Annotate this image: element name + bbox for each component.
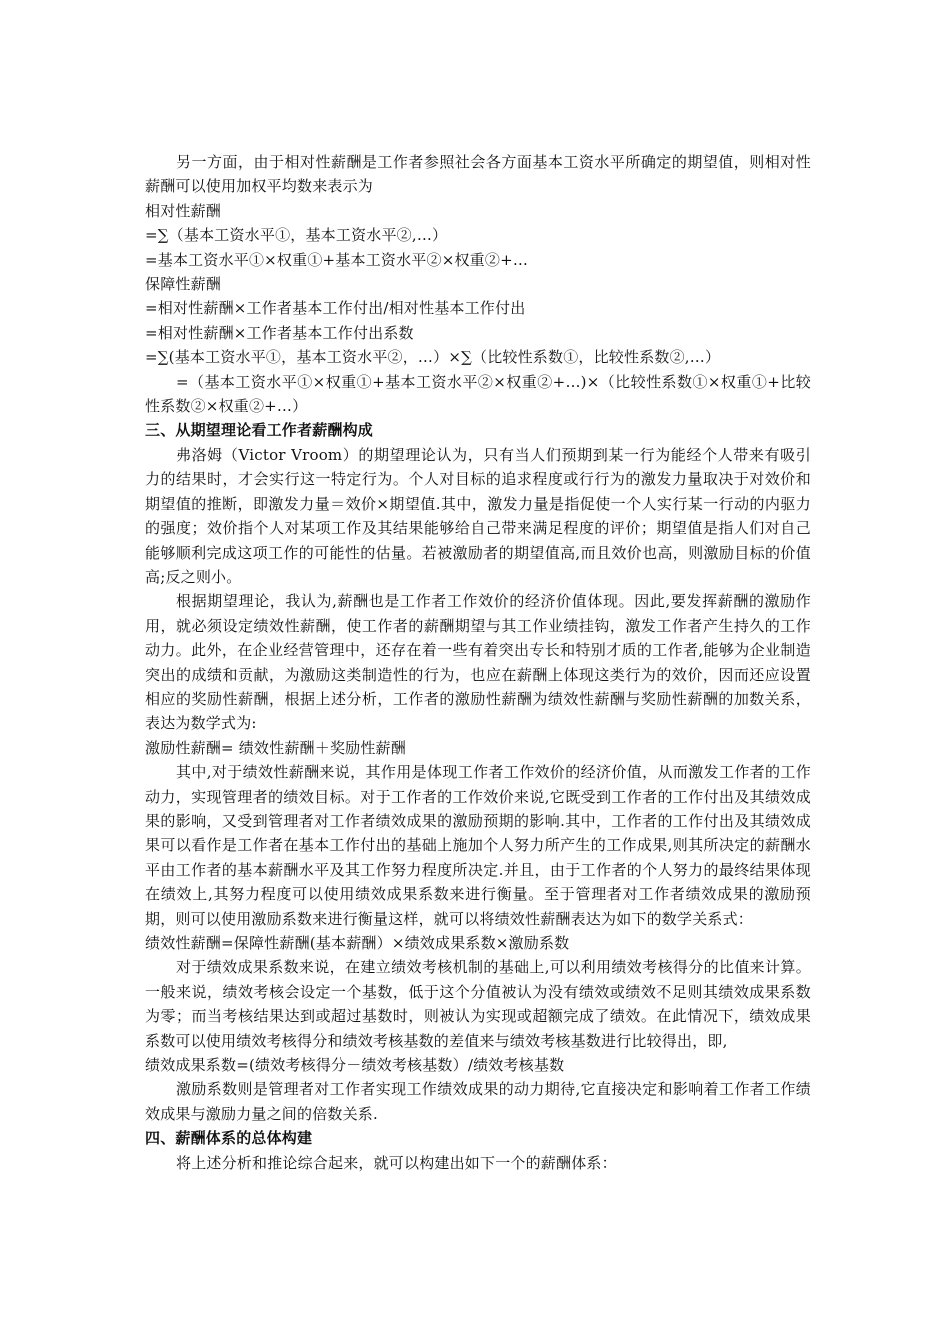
paragraph-relative-salary-intro: 另一方面，由于相对性薪酬是工作者参照社会各方面基本工资水平所确定的期望值，则相对性薪酬可以使用加权平均数来表示为 bbox=[145, 153, 811, 196]
formula-paragraph: =（基本工资水平①×权重①+基本工资水平②×权重②+…)×（比较性系数①×权重①+比较性系数②×权重②+…） bbox=[145, 372, 811, 416]
section-heading-4: 四、薪酬体系的总体构建 bbox=[145, 1129, 313, 1148]
formula-line: 相对性薪酬 bbox=[145, 201, 222, 220]
formula-line: 激励性薪酬= 绩效性薪酬＋奖励性薪酬 bbox=[145, 738, 406, 757]
formula-line: 绩效成果系数=(绩效考核得分－绩效考核基数）/绩效考核基数 bbox=[145, 1056, 565, 1075]
formula-line: =∑(基本工资水平①，基本工资水平②，…）×∑（比较性系数①，比较性系数②,…） bbox=[145, 348, 721, 367]
formula-line: =基本工资水平①×权重①+基本工资水平②×权重②+… bbox=[145, 250, 529, 269]
formula-line: 保障性薪酬 bbox=[145, 275, 222, 294]
formula-line: =相对性薪酬×工作者基本工作付出/相对性基本工作付出 bbox=[145, 299, 526, 318]
paragraph-expectancy-application: 根据期望理论，我认为,薪酬也是工作者工作效价的经济价值体现。因此,要发挥薪酬的激励作用，就必须设定绩效性薪酬，使工作者的薪酬期望与其工作业绩挂钩，激发工作者产生持久的工作动力。此外，在企业经营管理中，还存在着一些有着突出专长和特别才质的工作者,能够为企业制造突出的成绩和贡献，为激励这类制造性的行为，也应在薪酬上体现这类行为的效价，因而还应设置相应的奖励性薪酬，根据上述分析，工作者的激励性薪酬为绩效性薪酬与奖励性薪酬的加数关系，表达为数学式为: bbox=[145, 592, 811, 733]
formula-line: =∑（基本工资水平①，基本工资水平②,…） bbox=[145, 226, 448, 245]
formula-line: 绩效性薪酬=保障性薪酬(基本薪酬）×绩效成果系数×激励系数 bbox=[145, 934, 570, 952]
paragraph-incentive-coefficient: 激励系数则是管理者对工作者实现工作绩效成果的动力期待,它直接决定和影响着工作者工作绩效成果与激励力量之间的倍数关系. bbox=[145, 1080, 811, 1123]
paragraph-system-summary: 将上述分析和推论综合起来，就可以构建出如下一个的薪酬体系： bbox=[176, 1153, 617, 1172]
paragraph-vroom-theory: 弗洛姆（Victor Vroom）的期望理论认为，只有当人们预期到某一行为能经个人带来有吸引力的结果时，才会实行这一特定行为。个人对目标的追求程度或行行为的激发力量取决于对效价和期望值的推断，即激发力量＝效价×期望值.其中，激发力量是指促使一个人实行某一行动的内驱力的强度；效价指个人对某项工作及其结果能够给自己带来满足程度的评价；期望值是指人们对自己能够顺利完成这项工作的可能性的估量。若被激励者的期望值高,而且效价也高，则激励目标的价值高;反之则小。 bbox=[145, 445, 811, 586]
paragraph-performance-coefficient: 对于绩效成果系数来说，在建立绩效考核机制的基础上,可以利用绩效考核得分的比值来计算。一般来说，绩效考核会设定一个基数，低于这个分值被认为没有绩效或绩效不足则其绩效成果系数为零；而当考核结果达到或超过基数时，则被认为实现或超额完成了绩效。在此情况下，绩效成果系数可以使用绩效考核得分和绩效考核基数的差值来与绩效考核基数进行比较得出，即, bbox=[145, 958, 811, 1050]
document-page bbox=[145, 150, 811, 1175]
formula-line: =相对性薪酬×工作者基本工作付出系数 bbox=[145, 323, 414, 342]
paragraph-performance-salary: 其中,对于绩效性薪酬来说，其作用是体现工作者工作效价的经济价值，从而激发工作者的工作动力，实现管理者的绩效目标。对于工作者的工作效价来说,它既受到工作者的工作付出及其绩效成果的影响，又受到管理者对工作者绩效成果的激励预期的影响.其中，工作者的工作付出及其绩效成果可以看作是工作者在基本工作付出的基础上施加个人努力所产生的工作成果,则其所决定的薪酬水平由工作者的基本薪酬水平及其工作努力程度所决定.并且，由于工作者的个人努力的最终结果体现在绩效上,其努力程度可以使用绩效成果系数来进行衡量。至于管理者对工作者绩效成果的激励预期，则可以使用激励系数来进行衡量这样，就可以将绩效性薪酬表达为如下的数学关系式： bbox=[145, 763, 811, 928]
section-heading-3: 三、从期望理论看工作者薪酬构成 bbox=[145, 421, 374, 440]
